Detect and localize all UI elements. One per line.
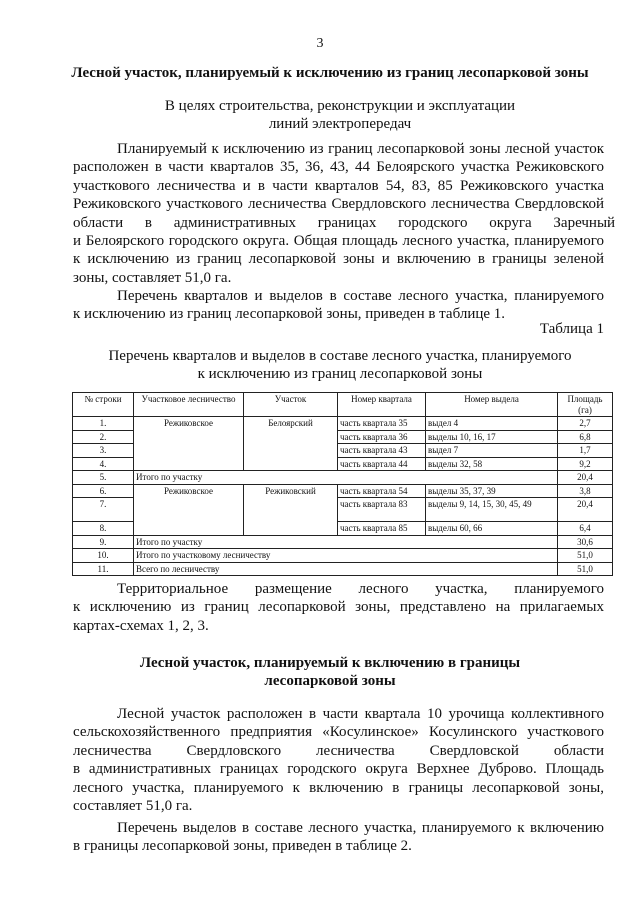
heading-line: Лесной участок, планируемый к включению в границы xyxy=(139,655,521,671)
cell-area: 1,7 xyxy=(558,444,613,458)
text-line: участкового лесничества и в части кварталов 54, 83, 85 Режиковского участка xyxy=(73,177,604,194)
text-line: Планируемый к исключению из границ лесопарковой зоны лесной участок xyxy=(117,141,604,157)
cell-quarter: часть квартала 43 xyxy=(338,444,426,458)
text-line: в административных границах городского округа Верхнее Дуброво. Площадь xyxy=(73,761,604,778)
cell-row-number: 3. xyxy=(73,444,134,458)
cell-quarter: часть квартала 35 xyxy=(338,417,426,431)
text-line: и Белоярского городского округа. Общая площадь лесного участка, планируемого xyxy=(73,233,604,250)
subheading-line: линий электропередач xyxy=(268,116,412,132)
cell-quarter: часть квартала 36 xyxy=(338,430,426,444)
paragraph-table-reference xyxy=(73,287,604,324)
cell-site: Режиковский xyxy=(244,484,338,535)
text-line: зоны, составляет 51,0 га. xyxy=(73,269,232,286)
cell-area: 3,8 xyxy=(558,484,613,498)
forest-plots-table xyxy=(72,392,613,576)
cell-area: 6,4 xyxy=(558,522,613,536)
text-line: к исключению из границ лесопарковой зоны, приведен в таблице 1. xyxy=(73,306,506,323)
table-row-grand-total xyxy=(73,562,613,576)
text-line: лесничества Свердловского лесничества Свердловской области xyxy=(73,742,604,759)
text-line: лесного участка, планируемого к включению в границы лесопарковой зоны, xyxy=(73,779,604,796)
cell-row-number: 2. xyxy=(73,430,134,444)
cell-row-number: 5. xyxy=(73,471,134,485)
paragraph-maps-reference xyxy=(73,580,604,635)
cell-row-number: 8. xyxy=(73,522,134,536)
cell-total-label: Итого по участку xyxy=(134,535,558,549)
header-forestry: Участковое лесничество xyxy=(134,393,244,417)
paragraph-exclusion-location xyxy=(73,140,616,287)
cell-total-label: Всего по лесничеству xyxy=(134,562,558,576)
text-line: области в административных границах городского округа Заречный xyxy=(73,214,616,231)
cell-quarter: часть квартала 54 xyxy=(338,484,426,498)
text-line: к исключению из границ лесопарковой зоны и включению в границы зеленой xyxy=(73,251,604,268)
cell-quarter: часть квартала 44 xyxy=(338,457,426,471)
cell-area: 30,6 xyxy=(558,535,613,549)
cell-row-number: 10. xyxy=(73,549,134,563)
text-line: Перечень выделов в составе лесного участка, планируемого к включению xyxy=(117,820,604,836)
text-line: к исключению из границ лесопарковой зоны, представлено на прилагаемых xyxy=(73,599,604,616)
text-line: Лесной участок расположен в части квартала 10 урочища коллективного xyxy=(117,706,604,722)
table-header-row xyxy=(73,393,613,417)
header-area: Площадь (га) xyxy=(558,393,613,417)
header-site: Участок xyxy=(244,393,338,417)
table-row-subtotal xyxy=(73,535,613,549)
paragraph-inclusion-location xyxy=(73,705,604,815)
text-line: в границы лесопарковой зоны, приведен в таблице 2. xyxy=(73,838,412,855)
cell-plot: выделы 9, 14, 15, 30, 45, 49 xyxy=(426,498,558,522)
cell-plot: выделы 35, 37, 39 xyxy=(426,484,558,498)
table-title-line: к исключению из границ лесопарковой зоны xyxy=(197,366,483,382)
section-subheading xyxy=(80,97,600,133)
cell-area: 2,7 xyxy=(558,417,613,431)
cell-row-number: 9. xyxy=(73,535,134,549)
cell-plot: выделы 32, 58 xyxy=(426,457,558,471)
text-line: Территориальное размещение лесного участка, планируемого xyxy=(117,581,604,597)
cell-row-number: 11. xyxy=(73,562,134,576)
cell-plot: выделы 10, 16, 17 xyxy=(426,430,558,444)
cell-area: 20,4 xyxy=(558,498,613,522)
cell-quarter: часть квартала 85 xyxy=(338,522,426,536)
cell-area: 9,2 xyxy=(558,457,613,471)
cell-area: 51,0 xyxy=(558,562,613,576)
header-plot: Номер выдела xyxy=(426,393,558,417)
subheading-line: В целях строительства, реконструкции и эксплуатации xyxy=(164,98,516,114)
text-line: картах-схемах 1, 2, 3. xyxy=(73,617,209,634)
cell-row-number: 4. xyxy=(73,457,134,471)
cell-plot: выделы 60, 66 xyxy=(426,522,558,536)
text-line: составляет 51,0 га. xyxy=(73,798,193,815)
cell-forestry: Режиковское xyxy=(134,417,244,471)
text-line: Перечень кварталов и выделов в составе лесного участка, планируемого xyxy=(117,288,604,304)
text-line: сельскохозяйственного предприятия «Косулинское» Косулинского участкового xyxy=(73,724,604,741)
heading-line: лесопарковой зоны xyxy=(264,673,396,689)
table-row-subtotal xyxy=(73,549,613,563)
text-line: расположен в части кварталов 35, 36, 43, 44 Белоярского участка Режиковского xyxy=(73,159,604,176)
cell-area: 6,8 xyxy=(558,430,613,444)
cell-plot: выдел 7 xyxy=(426,444,558,458)
cell-row-number: 1. xyxy=(73,417,134,431)
table-row xyxy=(73,417,613,431)
section-heading-inclusion xyxy=(70,654,590,690)
table-title xyxy=(70,347,610,383)
text-line: Режиковского участкового лесничества Свердловского лесничества Свердловской xyxy=(73,196,604,213)
cell-total-label: Итого по участковому лесничеству xyxy=(134,549,558,563)
table-caption: Таблица 1 xyxy=(539,321,604,337)
cell-site: Белоярский xyxy=(244,417,338,471)
cell-total-label: Итого по участку xyxy=(134,471,558,485)
header-row-number: № строки xyxy=(73,393,134,417)
cell-row-number: 7. xyxy=(73,498,134,522)
paragraph-table2-reference xyxy=(73,819,604,856)
table-title-line: Перечень кварталов и выделов в составе лесного участка, планируемого xyxy=(108,348,572,364)
cell-area: 51,0 xyxy=(558,549,613,563)
section-heading-exclusion: Лесной участок, планируемый к исключению из границ лесопарковой зоны xyxy=(71,65,589,81)
page-number: 3 xyxy=(316,36,324,51)
header-quarter: Номер квартала xyxy=(338,393,426,417)
table-row xyxy=(73,484,613,498)
cell-forestry: Режиковское xyxy=(134,484,244,535)
cell-plot: выдел 4 xyxy=(426,417,558,431)
cell-quarter: часть квартала 83 xyxy=(338,498,426,522)
cell-area: 20,4 xyxy=(558,471,613,485)
cell-row-number: 6. xyxy=(73,484,134,498)
table-row-subtotal xyxy=(73,471,613,485)
